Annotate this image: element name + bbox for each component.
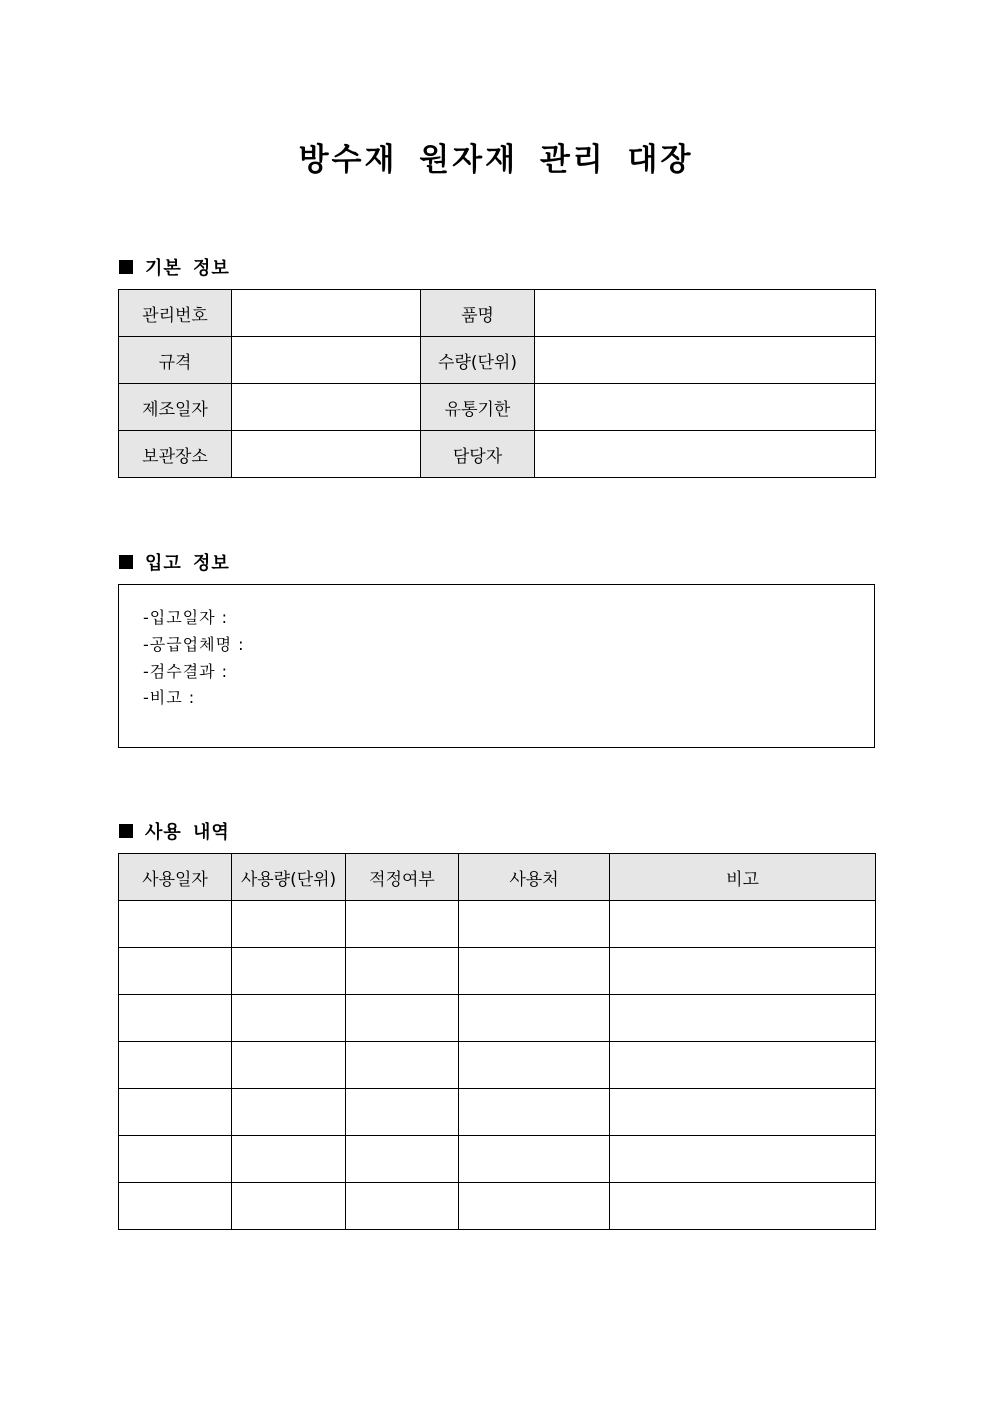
table-row — [119, 1183, 876, 1230]
storage-location-field[interactable] — [232, 431, 421, 478]
table-cell[interactable] — [610, 995, 876, 1042]
table-cell[interactable] — [459, 1183, 610, 1230]
table-row — [119, 1042, 876, 1089]
table-cell[interactable] — [119, 1183, 232, 1230]
table-row — [119, 1089, 876, 1136]
expiry-date-field[interactable] — [535, 384, 876, 431]
col-usage-date: 사용일자 — [119, 854, 232, 901]
management-number-field[interactable] — [232, 290, 421, 337]
table-cell[interactable] — [459, 1136, 610, 1183]
table-cell[interactable] — [459, 1042, 610, 1089]
col-usage-amount: 사용량(단위) — [232, 854, 346, 901]
label-expiry-date: 유통기한 — [421, 384, 535, 431]
table-row — [119, 901, 876, 948]
label-manager: 담당자 — [421, 431, 535, 478]
label-storage-location: 보관장소 — [119, 431, 232, 478]
table-row — [119, 431, 876, 478]
square-bullet-icon — [119, 260, 133, 274]
col-usage-place: 사용처 — [459, 854, 610, 901]
table-cell[interactable] — [610, 1183, 876, 1230]
table-cell[interactable] — [459, 948, 610, 995]
table-cell[interactable] — [346, 901, 459, 948]
basic-info-table — [118, 289, 876, 478]
table-cell[interactable] — [610, 1136, 876, 1183]
table-cell[interactable] — [232, 948, 346, 995]
manager-field[interactable] — [535, 431, 876, 478]
label-spec: 규격 — [119, 337, 232, 384]
table-row — [119, 995, 876, 1042]
table-cell[interactable] — [346, 1042, 459, 1089]
col-remarks: 비고 — [610, 854, 876, 901]
remarks-line: -비고 : — [143, 688, 196, 707]
table-row — [119, 290, 876, 337]
table-row — [119, 1136, 876, 1183]
label-item-name: 품명 — [421, 290, 535, 337]
table-row — [119, 337, 876, 384]
table-cell[interactable] — [459, 995, 610, 1042]
table-cell[interactable] — [232, 1089, 346, 1136]
table-cell[interactable] — [119, 948, 232, 995]
table-cell[interactable] — [610, 1089, 876, 1136]
label-quantity: 수량(단위) — [421, 337, 535, 384]
table-cell[interactable] — [232, 1183, 346, 1230]
table-cell[interactable] — [232, 901, 346, 948]
col-adequacy: 적정여부 — [346, 854, 459, 901]
section-usage-label: 사용 내역 — [145, 822, 230, 843]
item-name-field[interactable] — [535, 290, 876, 337]
table-cell[interactable] — [610, 1042, 876, 1089]
square-bullet-icon — [119, 555, 133, 569]
table-cell[interactable] — [459, 1089, 610, 1136]
table-cell[interactable] — [232, 1136, 346, 1183]
table-cell[interactable] — [119, 995, 232, 1042]
section-inbound-label: 입고 정보 — [145, 553, 230, 574]
spec-field[interactable] — [232, 337, 421, 384]
section-basic-label: 기본 정보 — [145, 258, 230, 279]
table-cell[interactable] — [459, 901, 610, 948]
quantity-field[interactable] — [535, 337, 876, 384]
document-title: 방수재 원자재 관리 대장 — [298, 142, 694, 178]
table-row — [119, 948, 876, 995]
table-cell[interactable] — [232, 995, 346, 1042]
square-bullet-icon — [119, 824, 133, 838]
table-header-row — [119, 854, 876, 901]
section-basic-heading — [119, 254, 230, 280]
table-cell[interactable] — [119, 1089, 232, 1136]
inbound-date-line: -입고일자 : — [143, 608, 229, 627]
table-cell[interactable] — [119, 1136, 232, 1183]
table-cell[interactable] — [119, 1042, 232, 1089]
table-cell[interactable] — [119, 901, 232, 948]
label-manufacture-date: 제조일자 — [119, 384, 232, 431]
table-cell[interactable] — [346, 1183, 459, 1230]
usage-history-table — [118, 853, 876, 1230]
table-row — [119, 384, 876, 431]
manufacture-date-field[interactable] — [232, 384, 421, 431]
table-cell[interactable] — [610, 948, 876, 995]
supplier-line: -공급업체명 : — [143, 635, 245, 654]
table-cell[interactable] — [346, 995, 459, 1042]
table-cell[interactable] — [346, 1136, 459, 1183]
inbound-info-box[interactable] — [118, 584, 875, 748]
label-management-number: 관리번호 — [119, 290, 232, 337]
inspection-result-line: -검수결과 : — [143, 662, 229, 681]
section-inbound-heading — [119, 549, 230, 575]
section-usage-heading — [119, 818, 230, 844]
table-cell[interactable] — [232, 1042, 346, 1089]
table-cell[interactable] — [346, 948, 459, 995]
table-cell[interactable] — [346, 1089, 459, 1136]
table-cell[interactable] — [610, 901, 876, 948]
